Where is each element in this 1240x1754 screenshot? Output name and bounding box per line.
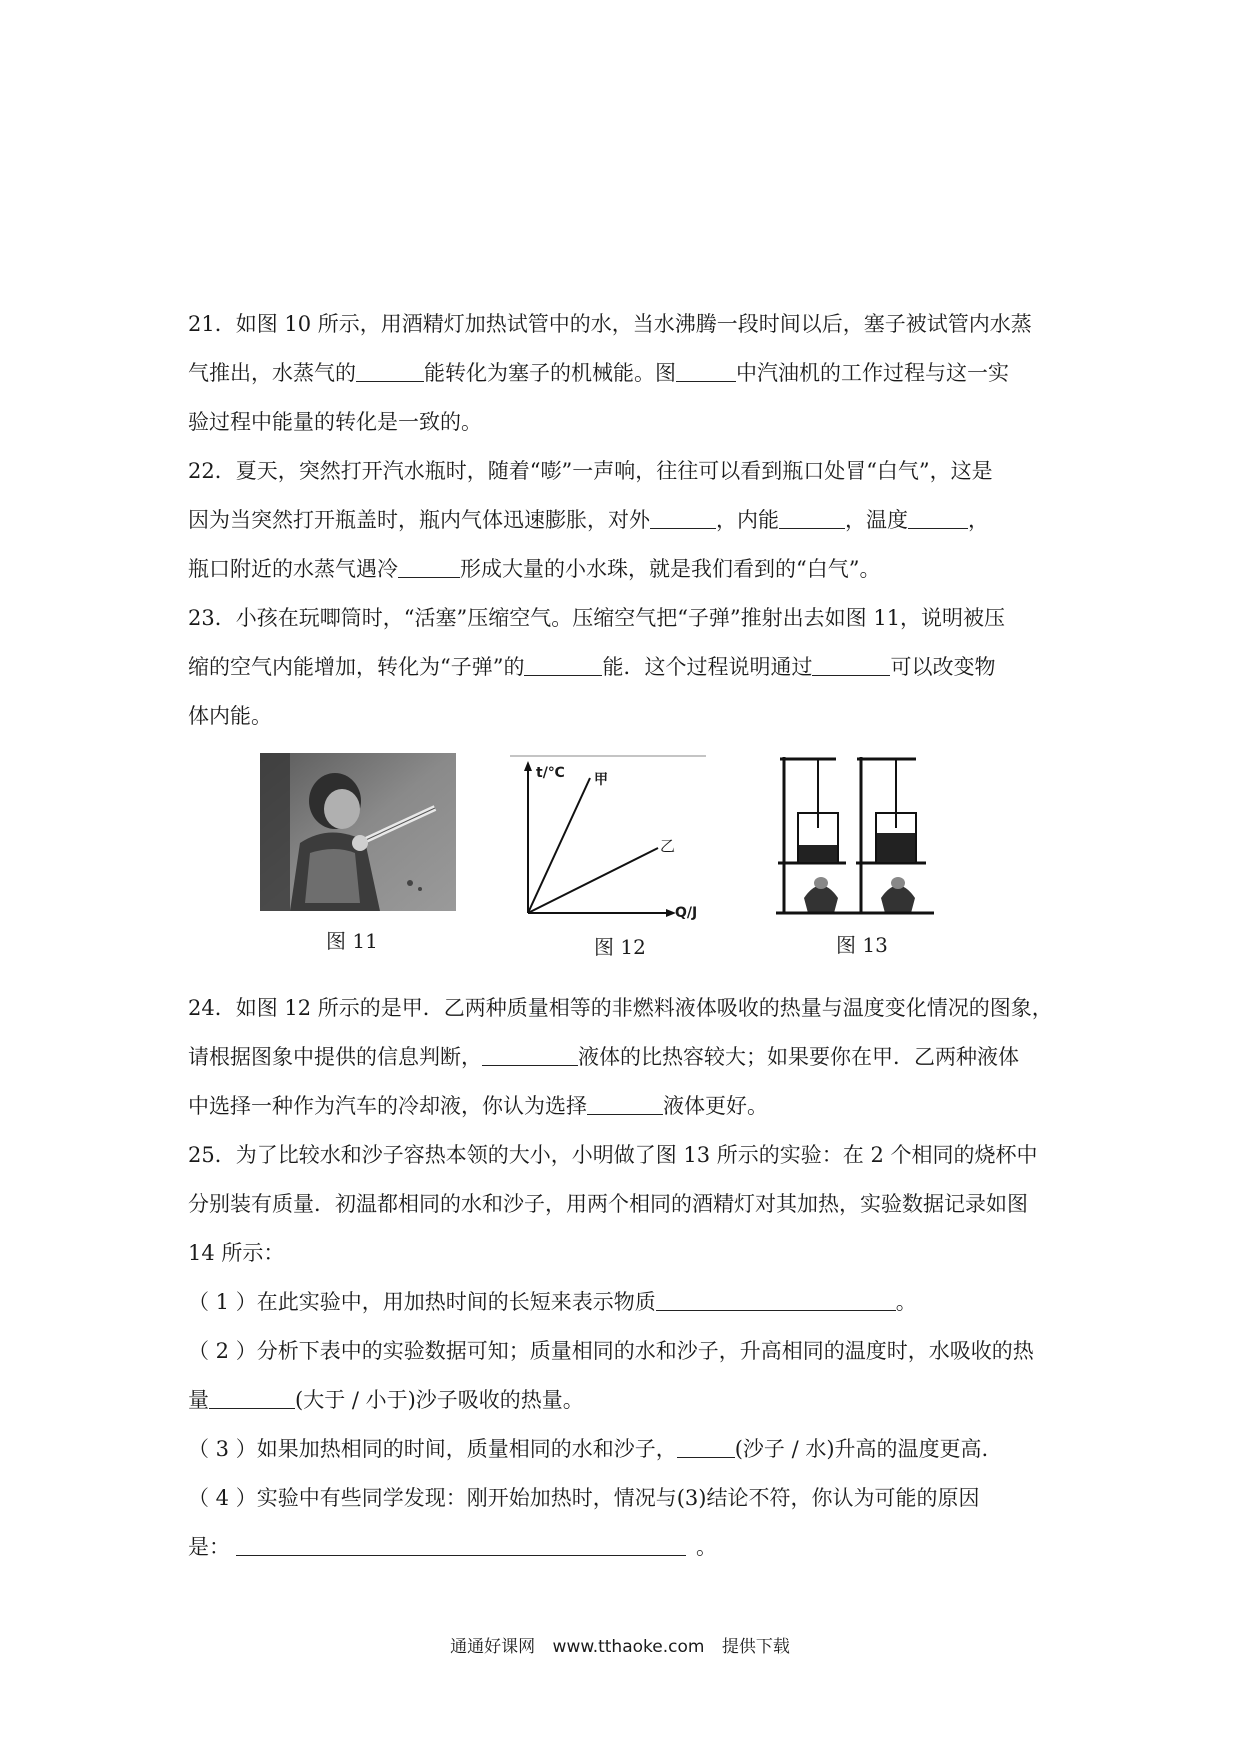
footer-suffix: 提供下载 (721, 1637, 790, 1657)
q25-part-2-line-1: （ 2 ）分析下表中的实验数据可知；质量相同的水和沙子，升高相同的温度时，水吸收的热 (188, 1339, 1034, 1363)
answer-blank[interactable] (398, 555, 460, 578)
x-axis-label: Q/J (675, 905, 698, 921)
child-pump-photo (260, 753, 456, 911)
q25-part-3: （ 3 ）如果加热相同的时间，质量相同的水和沙子， (沙子 / 水)升高的温度更高. (188, 1437, 989, 1461)
y-axis-arrow (524, 761, 532, 771)
q21-line-3: 验过程中能量的转化是一致的。 (188, 410, 482, 434)
q23-line-3: 体内能。 (188, 704, 272, 728)
beaker-stands (776, 753, 936, 923)
answer-blank[interactable] (524, 653, 602, 676)
answer-blank[interactable] (587, 1092, 663, 1115)
answer-blank[interactable] (482, 1043, 578, 1066)
q24-line-1: 24．如图 12 所示的是甲．乙两种质量相等的非燃料液体吸收的热量与温度变化情况的图象， (188, 996, 1053, 1020)
answer-blank[interactable] (812, 653, 890, 676)
q21-line-2: 气推出，水蒸气的 能转化为塞子的机械能。图 中汽油机的工作过程与这一实 (188, 361, 1009, 385)
figure-11 (260, 753, 456, 953)
q25-line-2: 分别装有质量．初温都相同的水和沙子，用两个相同的酒精灯对其加热，实验数据记录如图 (188, 1192, 1028, 1216)
stand-left (776, 757, 856, 913)
line-jia (528, 778, 590, 913)
figures-row (188, 745, 1063, 970)
answer-blank[interactable] (656, 1288, 896, 1311)
page-footer (0, 1632, 1240, 1657)
figure-13 (776, 753, 936, 957)
q23-line-2: 缩的空气内能增加，转化为“子弹”的 能．这个过程说明通过 可以改变物 (188, 655, 996, 679)
label-yi: 乙 (660, 837, 676, 855)
q25-part-2-line-2: 量 (大于 / 小于)沙子吸收的热量。 (188, 1388, 584, 1412)
q22-line-3: 瓶口附近的水蒸气遇冷 形成大量的小水珠，就是我们看到的“白气”。 (188, 557, 881, 581)
answer-blank[interactable] (236, 1533, 686, 1556)
figure-13-caption: 图 13 (836, 933, 888, 957)
q23-line-1: 23．小孩在玩唧筒时，“活塞”压缩空气。压缩空气把“子弹”推射出去如图 11，说明被压 (188, 606, 1006, 630)
q25-part-4-line-2: 是： 。 (188, 1535, 717, 1559)
q22-line-1: 22．夏天，突然打开汽水瓶时，随着“嘭”一声响，往往可以看到瓶口处冒“白气”，这是 (188, 459, 993, 483)
stand-right (856, 757, 934, 913)
answer-blank[interactable] (650, 506, 716, 529)
figure-11-caption: 图 11 (326, 929, 378, 953)
footer-url[interactable]: www.tthaoke.com (552, 1637, 705, 1657)
footer-site-name: 通通好课网 (450, 1637, 536, 1657)
q21-line-1: 21．如图 10 所示，用酒精灯加热试管中的水，当水沸腾一段时间以后，塞子被试管内水蒸 (188, 312, 1032, 336)
answer-blank[interactable] (209, 1386, 295, 1409)
q25-line-1: 25．为了比较水和沙子容热本领的大小，小明做了图 13 所示的实验：在 2 个相同的烧杯中 (188, 1143, 1038, 1167)
figure-12-caption: 图 12 (594, 935, 646, 959)
q25-line-3: 14 所示： (188, 1241, 285, 1265)
answer-blank[interactable] (677, 1435, 735, 1458)
y-axis-label: t/℃ (536, 765, 565, 781)
q25-part-1: （ 1 ）在此实验中，用加热时间的长短来表示物质 。 (188, 1290, 917, 1314)
answer-blank[interactable] (356, 359, 424, 382)
answer-blank[interactable] (779, 506, 845, 529)
q22-line-2: 因为当突然打开瓶盖时，瓶内气体迅速膨胀，对外 ，内能 ，温度 ， (188, 508, 989, 532)
answer-blank[interactable] (676, 359, 736, 382)
answer-blank[interactable] (908, 506, 968, 529)
q24-line-3: 中选择一种作为汽车的冷却液，你认为选择 液体更好。 (188, 1094, 768, 1118)
question-content (188, 300, 1063, 1572)
q24-line-2: 请根据图象中提供的信息判断， 液体的比热容较大；如果要你在甲．乙两种液体 (188, 1045, 1019, 1069)
label-jia: 甲 (594, 772, 608, 788)
line-yi (528, 848, 658, 913)
q25-part-4-line-1: （ 4 ）实验中有些同学发现：刚开始加热时，情况与(3)结论不符，你认为可能的原因 (188, 1486, 980, 1510)
figure-12 (510, 753, 710, 959)
